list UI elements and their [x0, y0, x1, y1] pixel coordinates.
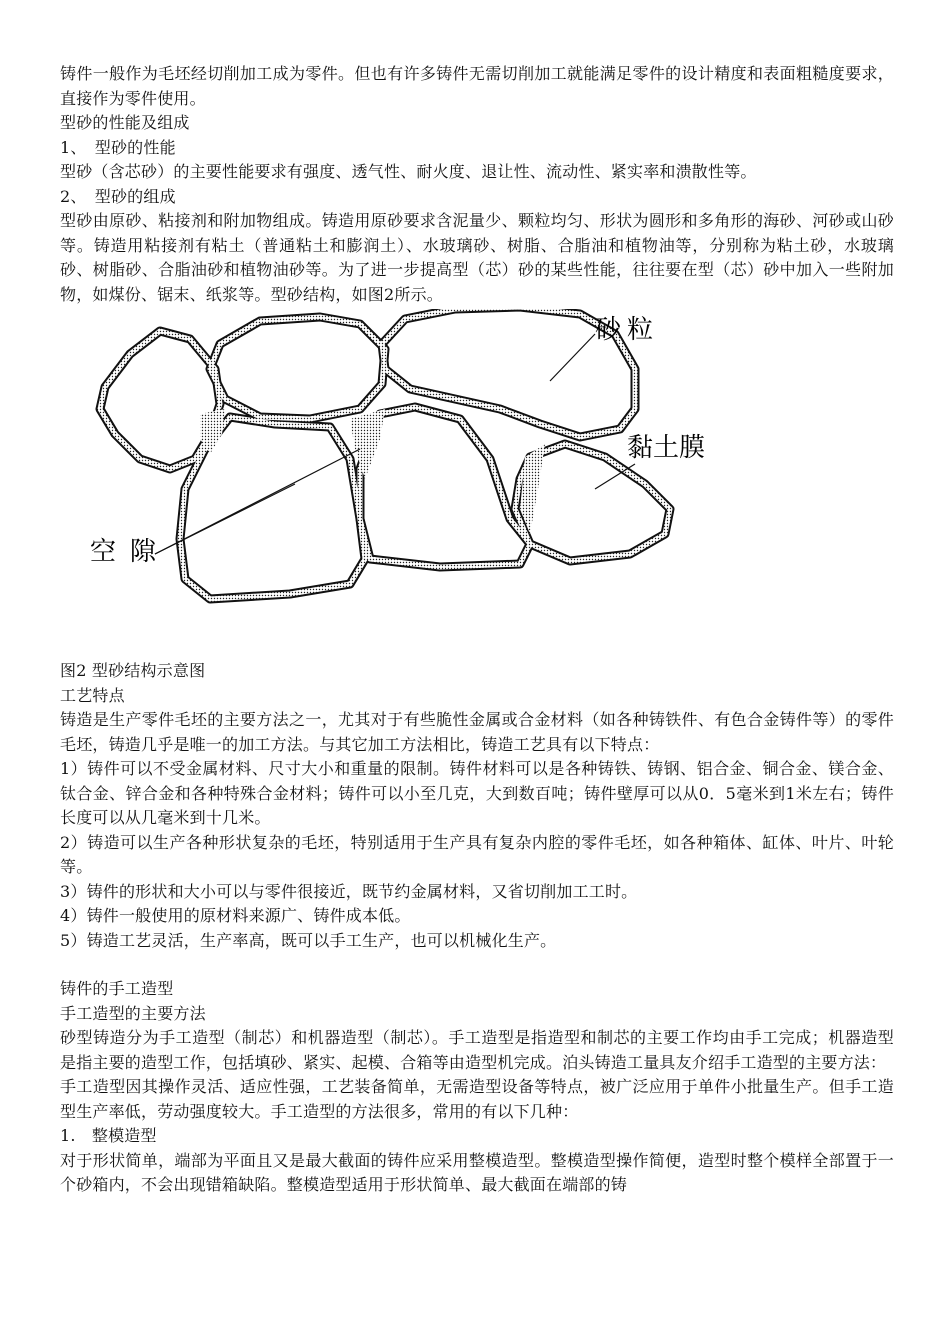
manual-vs-machine-paragraph: 砂型铸造分为手工造型（制芯）和机器造型（制芯）。手工造型是指造型和制芯的主要工作均由手工完成；机器造型是指主要的造型工作，包括填砂、紧实、起模、合箱等由造型机完成。泊头铸造工量具友介绍手工造型的主要方法：	[60, 1028, 894, 1072]
subheading-manual-molding-methods: 手工造型的主要方法	[60, 1003, 206, 1023]
feature-item-2: 2）铸造可以生产各种形状复杂的毛坯，特别适用于生产具有复杂内腔的零件毛坯，如各种箱体、缸体、叶片、叶轮等。	[60, 832, 894, 876]
label-void: 空隙	[90, 537, 171, 567]
blank-line	[60, 953, 894, 977]
sand-structure-figure	[60, 309, 894, 659]
subheading-sand-composition: 2、 型砂的组成	[60, 186, 176, 206]
feature-item-5: 5）铸造工艺灵活，生产率高，既可以手工生产，也可以机械化生产。	[60, 930, 557, 950]
label-clay-film: 黏土膜	[627, 433, 706, 463]
feature-item-4: 4）铸件一般使用的原材料来源广、铸件成本低。	[60, 906, 411, 925]
leader-sand-grain	[550, 334, 595, 381]
document-page	[60, 62, 894, 1198]
feature-item-1: 1）铸件可以不受金属材料、尺寸大小和重量的限制。铸件材料可以是各种铸铁、铸钢、铝合金、铜合金、镁合金、钛合金、锌合金和各种特殊合金材料；铸件可以小至几克，大到数百吨；铸件壁厚可以从0．5毫米到1米左右；铸件长度可以从几毫米到十几米。	[60, 759, 894, 827]
figure-caption: 图2 型砂结构示意图	[60, 661, 206, 680]
sand-composition-paragraph: 型砂由原砂、粘接剂和附加物组成。铸造用原砂要求含泥量少、颗粒均匀、形状为圆形和多角形的海砂、河砂或山砂等。铸造用粘接剂有粘土（普通粘土和膨润土）、水玻璃砂、树脂、合脂油和植物油等，分别称为粘土砂，水玻璃砂、树脂砂、合脂油砂和植物油砂等。为了进一步提高型（芯）砂的某些性能，往往要在型（芯）砂中加入一些附加物，如煤份、锯末、纸浆等。型砂结构，如图2所示。	[60, 211, 894, 304]
section-heading-sand-properties: 型砂的性能及组成	[60, 113, 190, 132]
section-heading-manual-molding: 铸件的手工造型	[60, 979, 174, 998]
section-heading-process-features: 工艺特点	[60, 685, 125, 705]
subheading-whole-pattern-molding: 1. 整模造型	[60, 1126, 157, 1145]
sand-grain-bottom-middle	[360, 407, 530, 567]
whole-pattern-molding-paragraph: 对于形状简单，端部为平面且又是最大截面的铸件应采用整模造型。整模造型操作简便，造型时整个模样全部置于一个砂箱内，不会出现错箱缺陷。整模造型适用于形状简单、最大截面在端部的铸	[60, 1150, 894, 1194]
label-sand-grain: 砂粒	[595, 315, 660, 345]
sand-structure-diagram	[60, 309, 740, 659]
manual-molding-paragraph: 手工造型因其操作灵活、适应性强，工艺装备简单，无需造型设备等特点，被广泛应用于单件小批量生产。但手工造型生产率低，劳动强度较大。手工造型的方法很多，常用的有以下几种：	[60, 1077, 894, 1121]
intro-paragraph: 铸件一般作为毛坯经切削加工成为零件。但也有许多铸件无需切削加工就能满足零件的设计精度和表面粗糙度要求，直接作为零件使用。	[60, 64, 894, 108]
feature-item-3: 3）铸件的形状和大小可以与零件很接近，既节约金属材料，又省切削加工工时。	[60, 881, 638, 901]
subheading-sand-performance: 1、 型砂的性能	[60, 137, 176, 157]
sand-performance-paragraph: 型砂（含芯砂）的主要性能要求有强度、透气性、耐火度、退让性、流动性、紧实率和溃散性等。	[60, 162, 757, 181]
process-features-paragraph: 铸造是生产零件毛坯的主要方法之一，尤其对于有些脆性金属或合金材料（如各种铸铁件、有色合金铸件等）的零件毛坯，铸造几乎是唯一的加工方法。与其它加工方法相比，铸造工艺具有以下特点：	[60, 710, 894, 754]
